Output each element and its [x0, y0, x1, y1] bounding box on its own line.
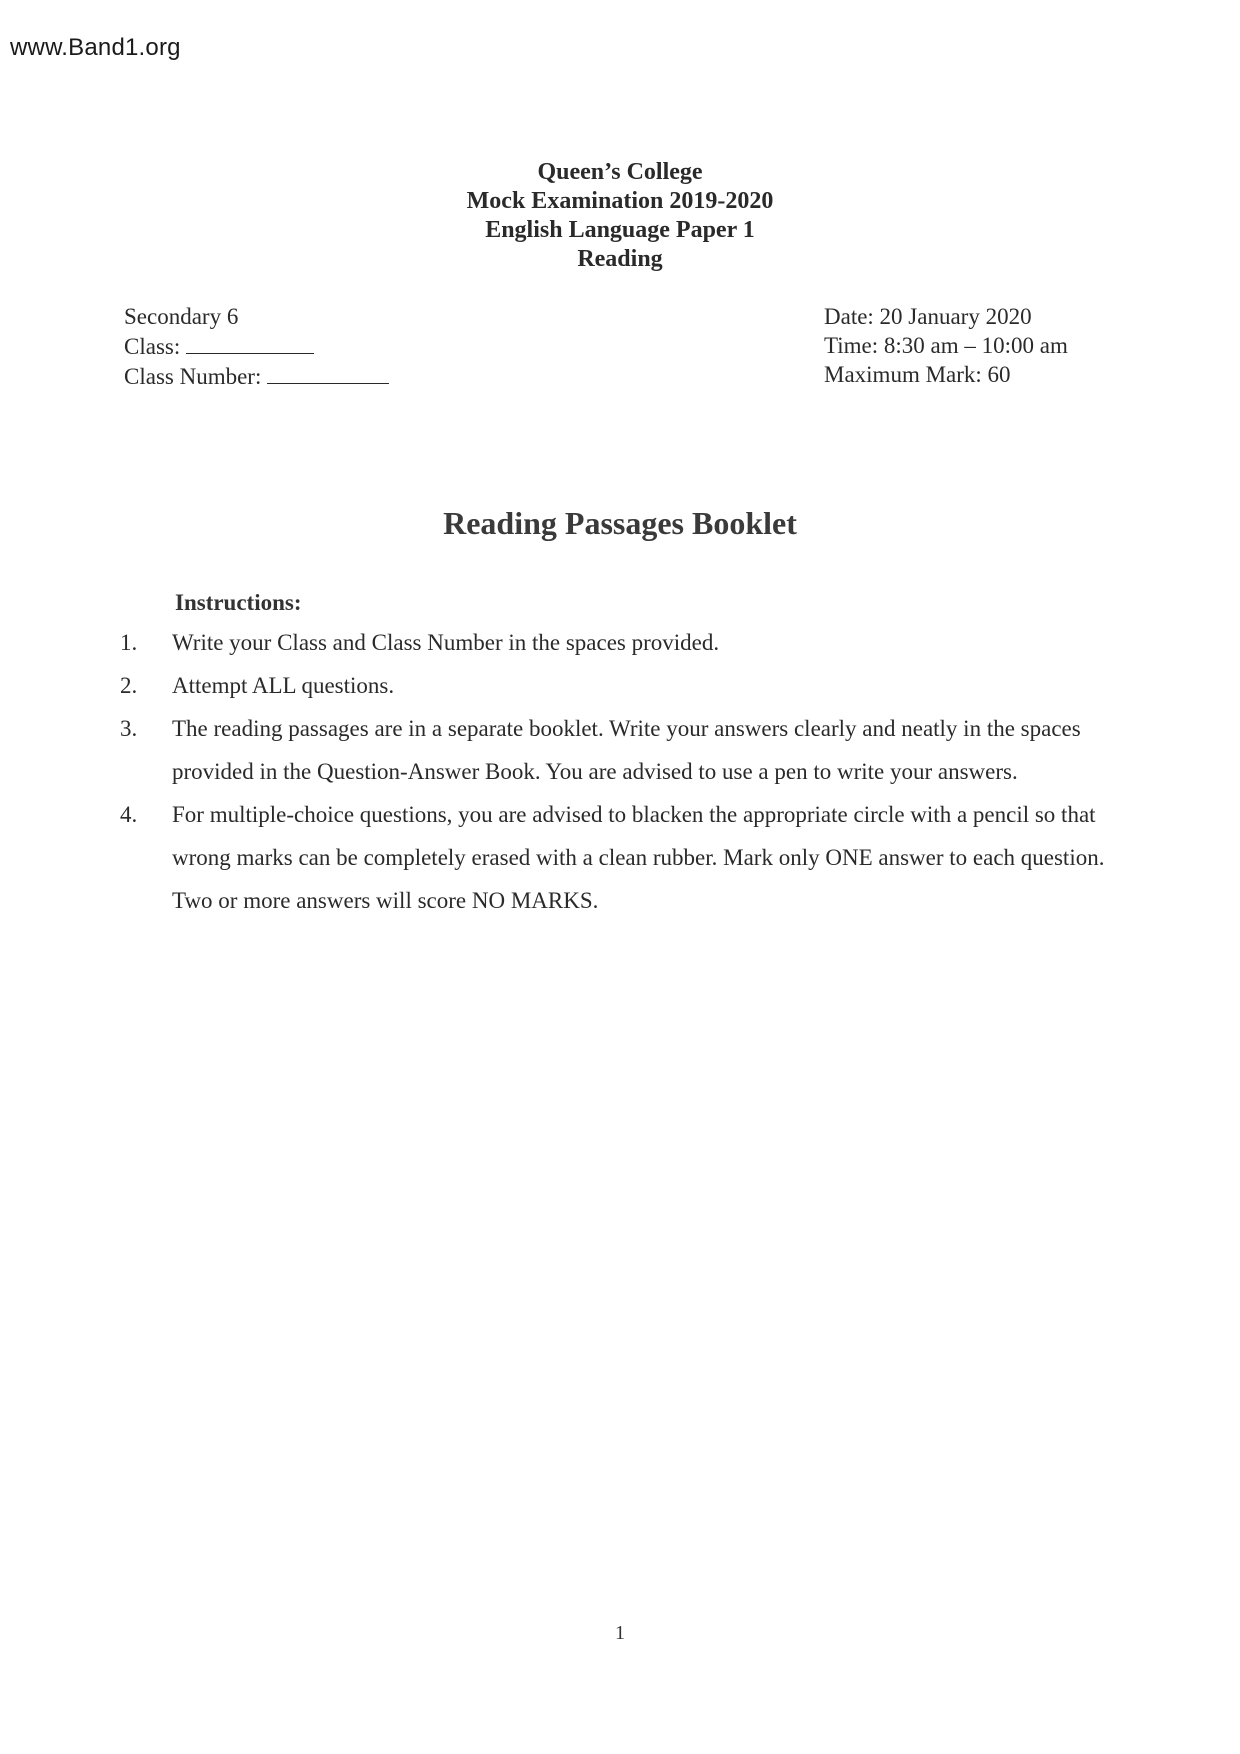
exam-header [0, 158, 1240, 274]
class-number-blank-line [267, 361, 389, 384]
watermark-url: www.Band1.org [10, 34, 181, 61]
level-label: Secondary 6 [124, 304, 239, 329]
instruction-text: Attempt ALL questions. [172, 673, 395, 698]
instruction-text: For multiple-choice questions, you are advised to blacken the appropriate circle with a pencil so that wrong marks can be completely erased with a clean rubber. Mark only ONE answer to each question. Two or more answers will score NO MARKS. [172, 802, 1105, 913]
exam-name: Mock Examination 2019-2020 [466, 188, 774, 214]
instruction-item [120, 793, 1115, 922]
school-name: Queen’s College [537, 159, 703, 185]
page-number: 1 [615, 1622, 625, 1644]
class-label: Class: [124, 334, 181, 359]
instruction-number: 3. [120, 716, 138, 741]
instruction-item [120, 664, 1115, 707]
instruction-item [120, 707, 1115, 793]
booklet-title: Reading Passages Booklet [443, 505, 797, 541]
instruction-text: Write your Class and Class Number in the spaces provided. [172, 630, 720, 655]
instructions-list [120, 621, 1115, 922]
class-number-label: Class Number: [124, 364, 262, 389]
instruction-text: The reading passages are in a separate booklet. Write your answers clearly and neatly in the spaces provided in the Question-Answer Book. You are advised to use a pen to write your answers. [172, 716, 1081, 784]
paper-name: English Language Paper 1 [485, 217, 755, 243]
instruction-number: 4. [120, 802, 138, 827]
maximum-mark: Maximum Mark: 60 [824, 362, 1011, 387]
student-info [124, 302, 389, 391]
instruction-number: 1. [120, 630, 138, 655]
exam-time: Time: 8:30 am – 10:00 am [824, 333, 1068, 358]
class-blank-line [186, 331, 314, 354]
exam-date: Date: 20 January 2020 [824, 304, 1032, 329]
class-field [124, 331, 389, 361]
instruction-number: 2. [120, 673, 138, 698]
instruction-item [120, 621, 1115, 664]
exam-info [824, 302, 1068, 389]
class-number-field [124, 361, 389, 391]
instructions-heading: Instructions: [175, 590, 302, 615]
section-name: Reading [577, 246, 663, 272]
